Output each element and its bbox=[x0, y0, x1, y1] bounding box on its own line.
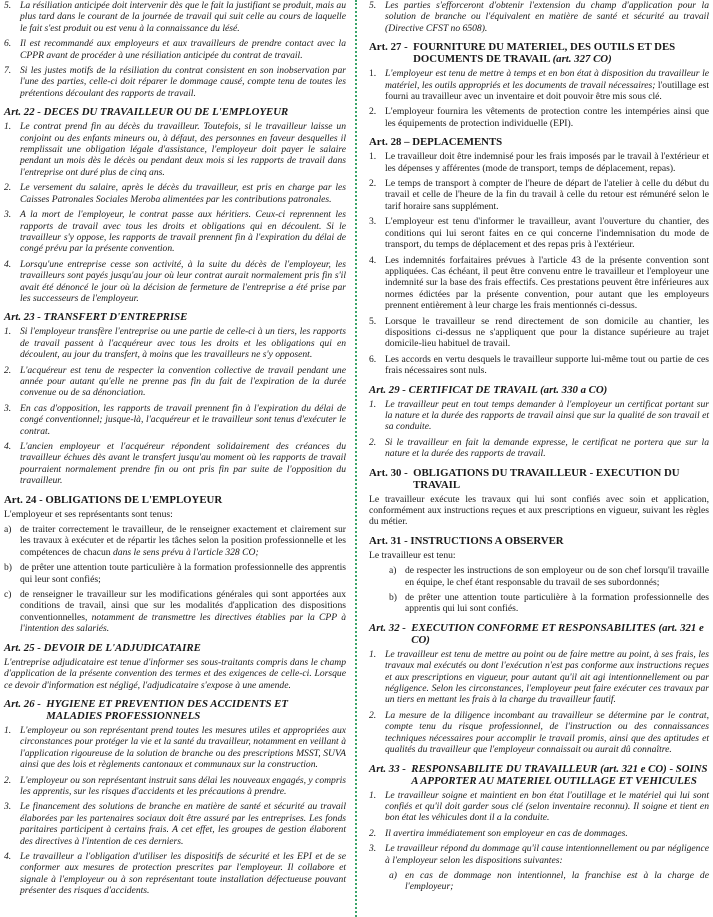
list-item: 3. Le financement des solutions de branche en matière de santé et sécurité au travail élaborées par les partenaires sociaux doit être assuré par les entreprises. Les fonds paritaires participent à certains frais. A cet effet, les groupes de gestion élaborent des directives à l'intention de ces derniers. bbox=[4, 801, 346, 847]
article-heading: Art. 31 - INSTRUCTIONS A OBSERVER bbox=[369, 534, 564, 547]
list-item: 2. L'employeur ou son représentant instruit sans délai les nouveaux engagés, y compris les apprentis, sur les risques d'accidents et les précautions à prendre. bbox=[4, 774, 346, 797]
list-item: a) de traiter correctement le travailleur, de le renseigner exactement et clairement sur les travaux à exécuter et de répartir les tâches selon la position professionnelle et les compétences de chacun dans le sens prévu à l'article 328 CO; bbox=[4, 524, 346, 558]
left-column bbox=[4, 0, 346, 901]
list-sub-item: a) en cas de dommage non intentionnel, la franchise est à la charge de l'employeur; bbox=[389, 869, 709, 893]
list-item: 1. Le travailleur peut en tout temps demander à l'employeur un certificat portant sur la nature et la durée des rapports de travail ainsi que sur la qualité de son travail et sa conduite. bbox=[369, 398, 709, 433]
article-30 bbox=[369, 467, 709, 528]
article-heading: Art. 23 - TRANSFERT D'ENTREPRISE bbox=[4, 311, 188, 324]
article-intro: Le travailleur est tenu: bbox=[369, 549, 456, 561]
list-item: 7. Si les justes motifs de la résiliation du contrat consistent en son inobservation par l'une des parties, celle-ci doit réparer le dommage causé, compte tenu de toutes les prétentions découlant des rapports de travail. bbox=[4, 65, 346, 99]
list-item: 1. L'employeur ou son représentant prend toutes les mesures utiles et appropriées aux circonstances pour protéger la vie et la santé du travailleur, notamment en veillant à l'application rigoureuse de la solution de branche ou des prescriptions MSST, SUVA ainsi que des lois et règlements cantonaux et communaux sur la construction. bbox=[4, 724, 346, 771]
list-item: 2. La mesure de la diligence incombant au travailleur se détermine par le contrat, compte tenu du risque professionnel, de l'instruction ou des connaissances techniques nécessaires pour accomplir le travail promis, ainsi que des aptitudes et qualités du travailleur que l'employeur connaissait ou aurait dû connaître. bbox=[369, 709, 709, 756]
list-item: 2. L'acquéreur est tenu de respecter la convention collective de travail pendant une année pour autant qu'elle ne prenne pas fin du fait de l'expiration de la durée convenue ou de sa dénonciation. bbox=[4, 364, 346, 399]
article-28 bbox=[369, 136, 709, 376]
list-item: 4. L'ancien employeur et l'acquéreur répondent solidairement des créances du travailleur échues dès avant le transfert jusqu'au moment où les rapports de travail pourraient normalement prendre fin ou ont pris fin par suite de l'opposition du travailleur. bbox=[4, 441, 346, 487]
article-33 bbox=[369, 763, 709, 893]
article-27 bbox=[369, 41, 709, 129]
article-heading: Art. 33 - RESPONSABILITE DU TRAVAILLEUR (art. 321 e CO) - SOINS A APPORTER AU MATERIEL OUTILLAGE ET VEHICULES bbox=[369, 762, 708, 787]
column-separator bbox=[355, 0, 357, 917]
list-item: 4. Lorsqu'une entreprise cesse son activité, à la suite du décès de l'employeur, les travailleurs sont payés jusqu'au jour où leur contrat aurait normalement pris fin s'il avait été dénoncé le jour où la décision de fermeture de l'entreprise a été prise par les successeurs de l'employeur. bbox=[4, 258, 346, 304]
list-item: 3. L'employeur est tenu d'informer le travailleur, avant l'ouverture du chantier, des conditions qui lui seront faites en ce qui concerne l'indemnisation du mode de transport, du temps de déplacement et des repas pris à l'extérieur. bbox=[369, 216, 709, 251]
article-32 bbox=[369, 622, 709, 756]
article-heading: Art. 30 - OBLIGATIONS DU TRAVAILLEUR - EXECUTION DU TRAVAIL bbox=[369, 466, 680, 491]
art21-continuation bbox=[4, 0, 346, 99]
article-heading: Art. 28 – DEPLACEMENTS bbox=[369, 136, 503, 149]
list-item: 1. Le travailleur soigne et maintient en bon état l'outillage et le matériel qui lui sont confiés et qu'il doit garder sous clé (selon inventaire reconnu). Il soigne et tient en bon état les véhicules dont il a la conduite. bbox=[369, 789, 709, 824]
list-item: 3. En cas d'opposition, les rapports de travail prennent fin à l'expiration du délai de congé conventionnel; jusque-là, l'acquéreur et le travailleur sont tenus d'exécuter le contrat. bbox=[4, 402, 346, 437]
list-item: 1. L'employeur est tenu de mettre à temps et en bon état à disposition du travailleur le matériel, les outils appropriés et les documents de travail nécessaires; l'outillage est fourni au travailleur avec un inventaire et doit pouvoir être mis sous clé. bbox=[369, 68, 709, 103]
list-item: 2. Le versement du salaire, après le décès du travailleur, est pris en charge par les Caisses Patronales Sociales Meroba alimentées par les contributions patronales. bbox=[4, 182, 346, 205]
list-item: 3. Le travailleur répond du dommage qu'il cause intentionnellement ou par négligence à l'employeur selon les dispositions suivantes: bbox=[369, 843, 709, 866]
list-item: a) de respecter les instructions de son employeur ou de son chef lorsqu'il travaille en équipe, le chef étant responsable du travail de ses subordonnés; bbox=[389, 565, 709, 588]
list-item: c) de renseigner le travailleur sur les modifications générales qui sont apportées aux conditions de travail, ainsi que sur les modalités d'application des dispositions conventionnelles, notamment de transmettre les directives établies par la CPP à l'intention des salariés. bbox=[4, 589, 346, 635]
article-heading: Art. 24 - OBLIGATIONS DE L'EMPLOYEUR bbox=[4, 493, 223, 506]
list-item: 1. Le travailleur est tenu de mettre au point ou de faire mettre au point, à ses frais, les travaux mal exécutés ou dont l'exécution n'est pas conforme aux instructions reçues et aux prescriptions en vigueur, pour autant qu'il ait agi intentionnellement ou par négligence. Selon les circonstances, l'employeur peut faire exécuter ces travaux par un tiers en mettant les frais à la charge du travailleur fautif. bbox=[369, 648, 709, 706]
list-item: 5. Les parties s'efforceront d'obtenir l'extension du champ d'application pour la solution de branche ou l'équivalent en matière de santé et sécurité au travail (Directive CFST no 6508). bbox=[369, 0, 709, 34]
list-item: b) de prêter une attention toute particulière à la formation professionnelle des apprentis qui leur sont confiés; bbox=[4, 562, 346, 585]
article-heading: Art. 29 - CERTIFICAT DE TRAVAIL (art. 330 a CO) bbox=[369, 383, 608, 396]
article-text: Le travailleur exécute les travaux qui lui sont confiés avec soin et application, conformément aux instructions reçues et aux prescriptions en vigueur, suivant les règles du métier. bbox=[369, 493, 709, 528]
list-item: 2. L'employeur fournira les vêtements de protection contre les intempéries ainsi que les équipements de protection individuelle (EPI). bbox=[369, 106, 709, 129]
list-item: 3. A la mort de l'employeur, le contrat passe aux héritiers. Ceux-ci reprennent les rapports de travail avec tous les droits et obligations qui en découlent. Si le travailleur s'y oppose, les rapports de travail prennent fin à l'expiration du délai de congé prévu par la présente convention. bbox=[4, 209, 346, 255]
list-item: 2. Le temps de transport à compter de l'heure de départ de l'atelier à celle du début du travail et celle de l'heure de la fin du travail à celle du retour est rémunéré selon le tarif horaire sans supplément. bbox=[369, 178, 709, 212]
right-column bbox=[369, 0, 709, 897]
list-item: 6. Il est recommandé aux employeurs et aux travailleurs de prendre contact avec la CPPR avant de procéder à une résiliation anticipée du contrat de travail. bbox=[4, 38, 346, 61]
article-22 bbox=[4, 106, 346, 304]
list-item: 6. Les accords en vertu desquels le travailleur supporte lui-même tout ou partie de ces frais nécessaires sont nuls. bbox=[369, 353, 709, 377]
art26-continuation bbox=[369, 0, 709, 34]
article-23 bbox=[4, 311, 346, 486]
article-heading: Art. 27 - FOURNITURE DU MATERIEL, DES OUTILS ET DES DOCUMENTS DE TRAVAIL (art. 327 CO) bbox=[369, 41, 676, 66]
list-item: b) de prêter une attention toute particulière à la formation professionnelle des apprentis qui lui sont confiés. bbox=[389, 592, 709, 615]
list-item: 1. Le contrat prend fin au décès du travailleur. Toutefois, si le travailleur laisse un conjoint ou des enfants mineurs ou, à défaut, des personnes en faveur desquelles il remplissait une obligation légale d'assistance, l'employeur doit payer le salaire pendant un mois dès le décès ou pendant deux mois si les rapports de travail dans l'entreprise ont duré plus de cinq ans. bbox=[4, 121, 346, 178]
article-31 bbox=[369, 535, 709, 615]
list-item: 2. Il avertira immédiatement son employeur en cas de dommages. bbox=[369, 827, 628, 839]
article-intro: L'employeur et ses représentants sont tenus: bbox=[4, 508, 173, 520]
list-item: 5. La résiliation anticipée doit intervenir dès que le fait la justifiant se produit, mais au plus tard dans le courant de la journée de travail qui suit celle au cours de laquelle le fait s'est produit ou est venu à la connaissance du lésé. bbox=[4, 0, 346, 34]
list-item: 5. Lorsque le travailleur se rend directement de son domicile au chantier, les dispositions ci-dessus ne s'appliquent que pour la distance supérieure au trajet domicile-lieu habituel de travail. bbox=[369, 315, 709, 350]
list-item: 1. Le travailleur doit être indemnisé pour les frais imposés par le travail à l'extérieur et les dépenses y afférentes (mode de transport, temps de déplacement, repas). bbox=[369, 151, 709, 174]
article-29 bbox=[369, 384, 709, 460]
article-text: L'entreprise adjudicataire est tenue d'informer ses sous-traitants compris dans le champ d'application de la présente convention des termes et des exigences de celle-ci. Lorsque ce devoir d'information est négligé, l'adjudicataire s'expose à une amende. bbox=[4, 656, 346, 691]
article-heading: Art. 25 - DEVOIR DE L'ADJUDICATAIRE bbox=[4, 641, 201, 654]
article-25 bbox=[4, 642, 346, 691]
list-item: 4. Les indemnités forfaitaires prévues à l'article 43 de la présente convention sont appliquées. Cas échéant, il peut être convenu entre le travailleur et l'employeur une indemnité sur la base des frais effectifs. Ces prestations peuvent être inférieures aux normes édictées par la présente convention, pour autant que les employeurs prennent entièrement à leur charge les frais mentionnés ci-dessus. bbox=[369, 254, 709, 312]
article-24 bbox=[4, 494, 346, 635]
article-heading: Art. 26 - HYGIENE ET PREVENTION DES ACCIDENTS ET MALADIES PROFESSIONNELS bbox=[4, 697, 288, 722]
article-heading: Art. 22 - DECES DU TRAVAILLEUR OU DE L'EMPLOYEUR bbox=[4, 106, 289, 119]
list-item: 1. Si l'employeur transfère l'entreprise ou une partie de celle-ci à un tiers, les rapports de travail passent à l'acquéreur avec tous les droits et les obligations qui en découlent, au jour du transfert, à moins que les travailleurs ne s'y opposent. bbox=[4, 326, 346, 361]
list-item: 4. Le travailleur a l'obligation d'utiliser les dispositifs de sécurité et les EPI et de se conformer aux mesures de protection prescrites par l'employeur. Il collabore et signale à l'employeur ou à son représentant toute installation défectueuse pouvant présenter des risques d'accidents. bbox=[4, 850, 346, 897]
article-26 bbox=[4, 698, 346, 897]
article-heading: Art. 32 - EXECUTION CONFORME ET RESPONSABILITES (art. 321 e CO) bbox=[369, 621, 704, 646]
list-item: 2. Si le travailleur en fait la demande expresse, le certificat ne portera que sur la nature et la durée des rapports de travail. bbox=[369, 436, 709, 460]
